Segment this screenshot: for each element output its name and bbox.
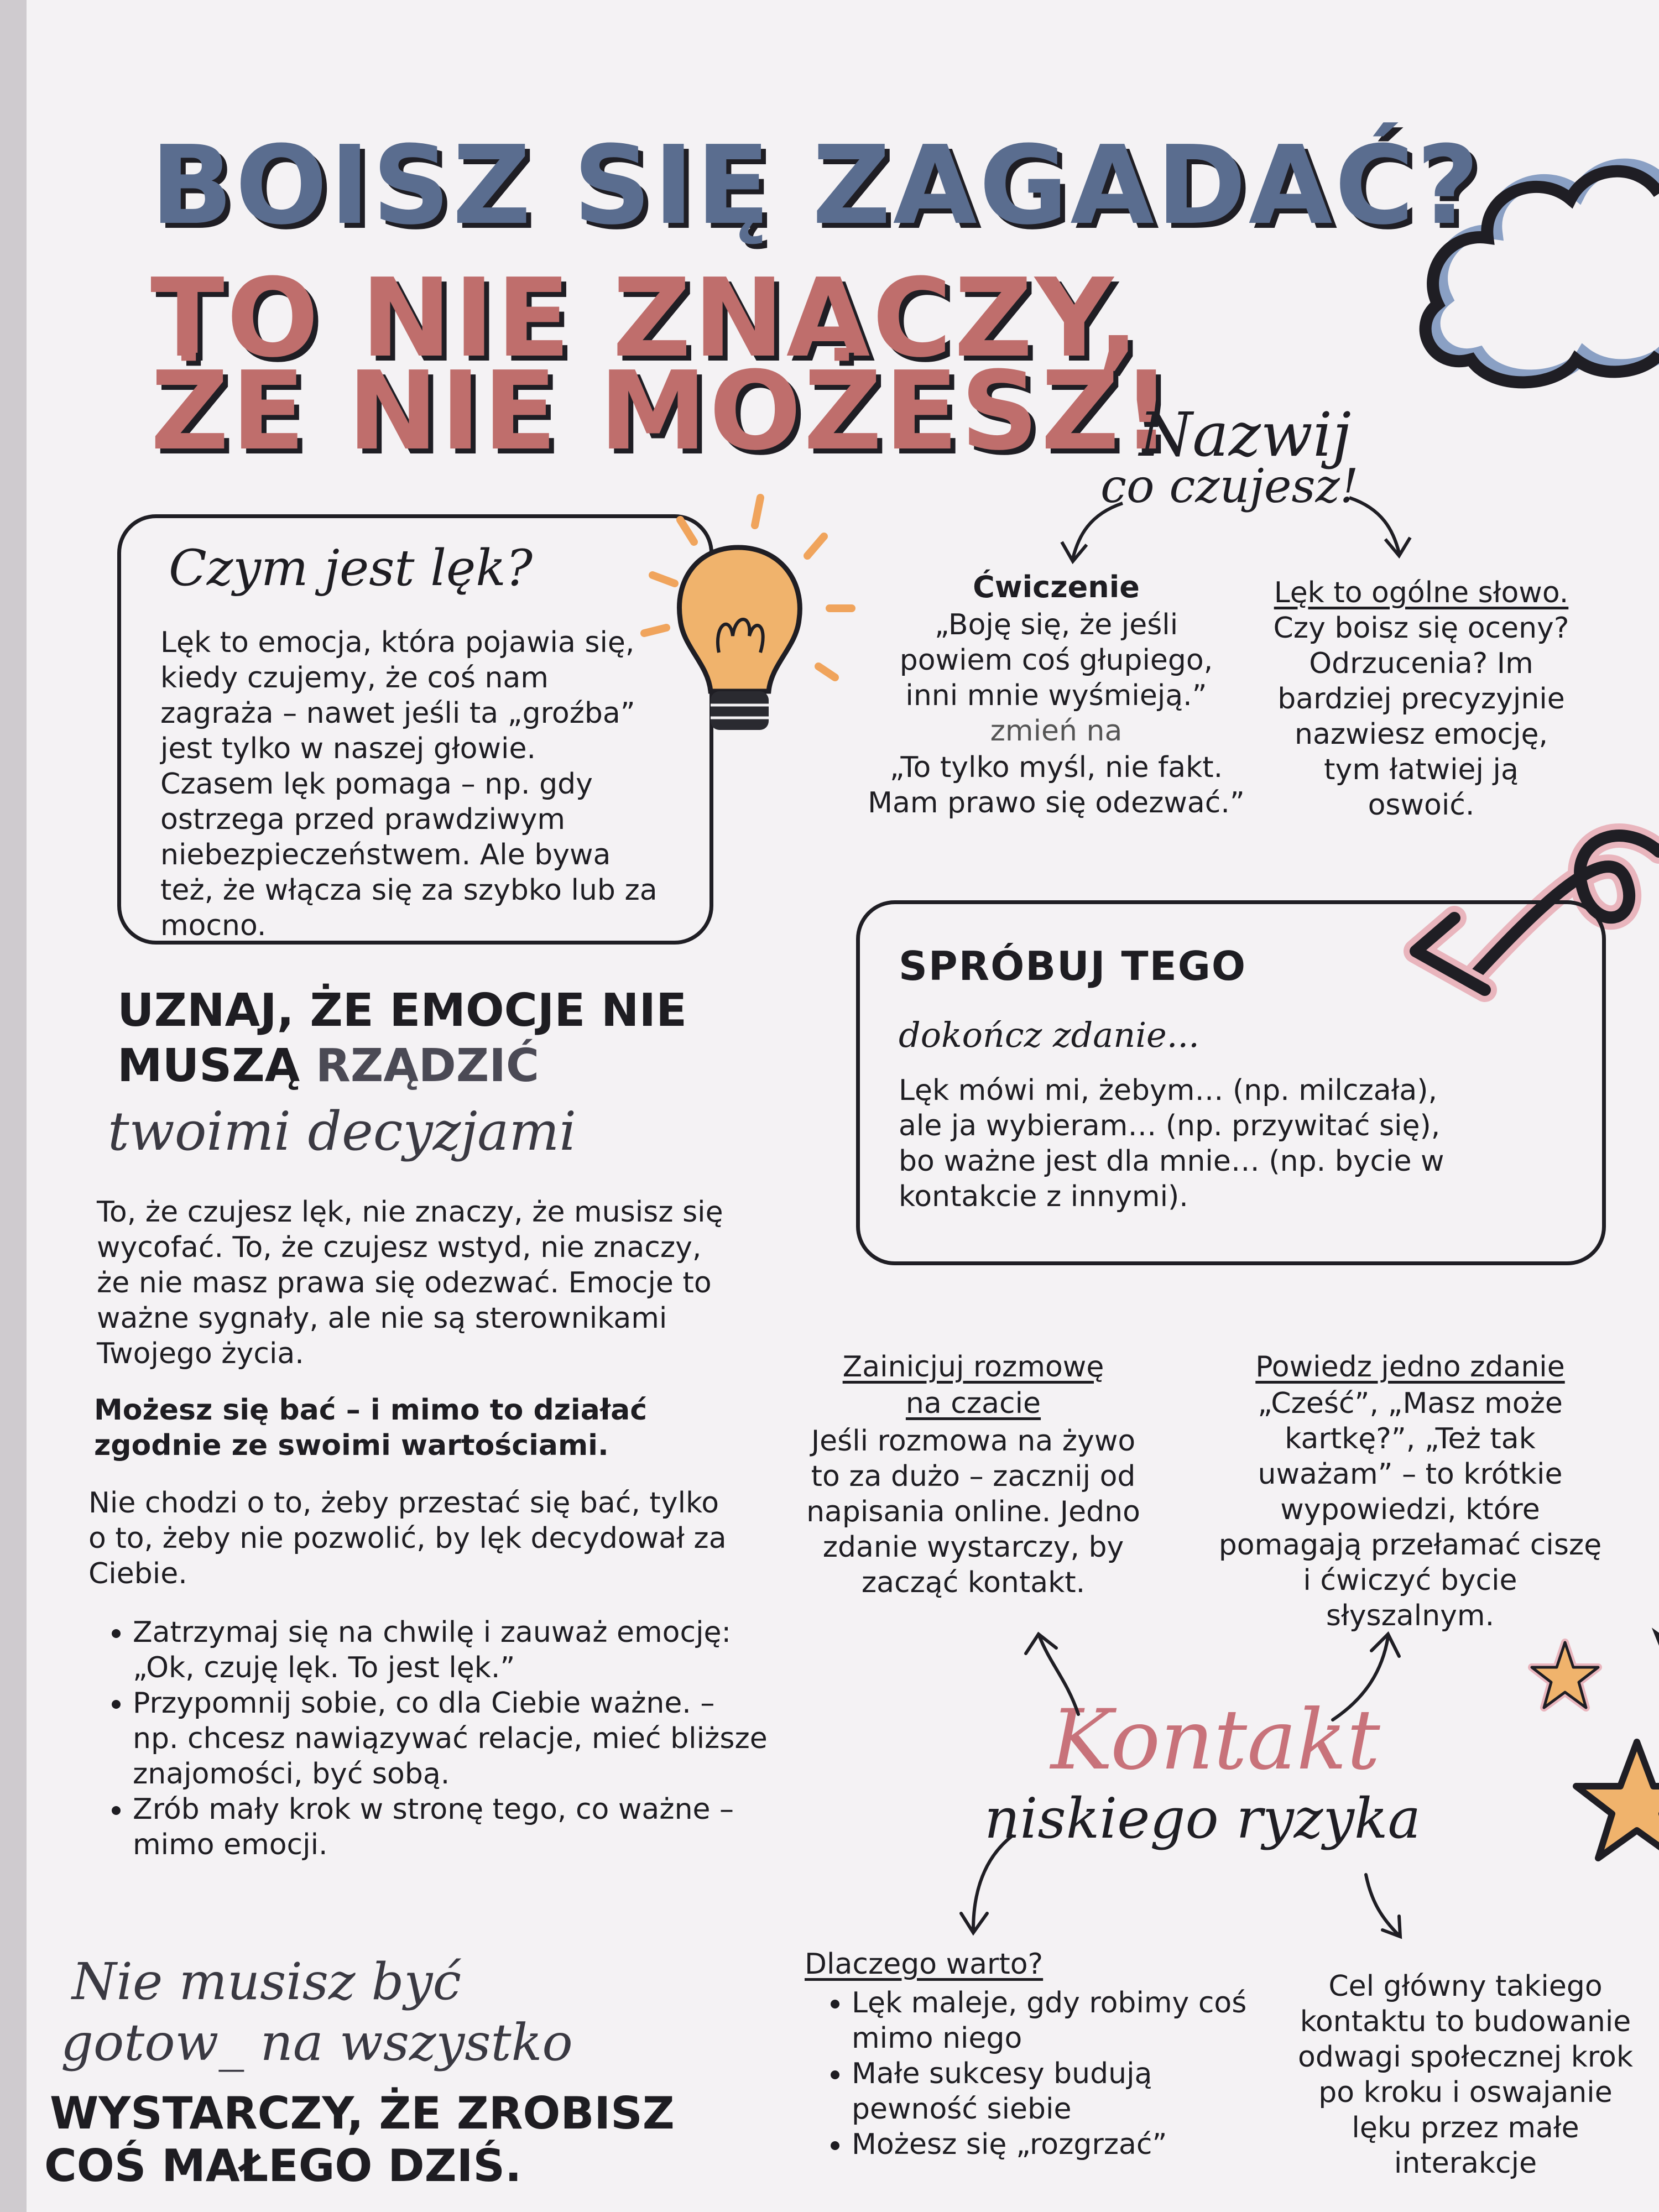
title-line-2: TO NIE ZNACZY, [150, 255, 1141, 382]
list-item: • Lęk maleje, gdy robimy coś mimo niego [852, 1985, 1272, 2056]
paper-edge [0, 0, 27, 2212]
list-item: • Możesz się „rozgrzać” [852, 2127, 1272, 2162]
uznaj-p2: Nie chodzi o to, żeby przestać się bać, tylko o to, żeby nie pozwolić, by lęk decydował za Ciebie. [88, 1486, 727, 1590]
cel-body: Cel główny takiego kontaktu to budowanie odwagi społecznej krok po kroku i oswajanie lęku przez małe interakcje [1298, 1970, 1633, 2180]
cwiczenie-change: zmień na [990, 714, 1123, 748]
gotow-line-1: Nie musisz być [72, 1952, 462, 2011]
zainicjuj-heading-1: Zainicjuj rozmowę [842, 1350, 1104, 1384]
zainicjuj-body: Jeśli rozmowa na żywo to za dużo – zacznij od napisania online. Jedno zdanie wystarczy, by zacząć kontakt. [806, 1425, 1140, 1599]
sprobuj-body: Lęk mówi mi, żebym… (np. milczała), ale ja wybieram… (np. przywitać się), bo ważne jest dla mnie… (np. bycie w kontakcie z innymi). [899, 1074, 1444, 1213]
arrows-kontakt [918, 1615, 1471, 1947]
list-item: • Zrób mały krok w stronę tego, co ważne – mimo emocji. [133, 1792, 769, 1863]
arrows-nazwij [1029, 487, 1438, 570]
czym-body: Lęk to emocja, która pojawia się, kiedy czujemy, że coś nam zagraża – nawet jeśli ta „groźba” jest tylko w naszej głowie. Czasem lęk pomaga – np. gdy ostrzega przed prawdziwym niebezpieczeństwem. Ale bywa też, że włącza się za szybko lub za mocno. [160, 626, 658, 942]
uznaj-script: twoimi decyzjami [108, 1100, 577, 1162]
uznaj-heading-b: MUSZĄ [117, 1040, 300, 1092]
list-item: • Małe sukcesy budują pewność siebie [852, 2056, 1272, 2127]
sprobuj-sub: dokończ zdanie... [899, 1015, 1199, 1055]
powiedz-body: „Cześć”, „Masz może kartkę?”, „Też tak uważam” – to krótkie wypowiedzi, które pomagają przełamać ciszę i ćwiczyć bycie słyszalnym. [1218, 1387, 1602, 1632]
star-icon [1515, 1620, 1659, 1897]
zainicjuj-heading-2: na czacie [905, 1387, 1041, 1420]
cwiczenie-reframe: „To tylko myśl, nie fakt. Mam prawo się odezwać.” [868, 751, 1245, 820]
gotow-line-2: gotow_ na wszystko [61, 2013, 573, 2072]
lek-slowo-body: Czy boisz się oceny? Odrzucenia? Im bardziej precyzyjnie nazwiesz emocję, tym łatwiej ją oswoić. [1273, 612, 1569, 822]
uznaj-bullets [100, 1615, 769, 1863]
list-item: • Zatrzymaj się na chwilę i zauważ emocję: „Ok, czuję lęk. To jest lęk.” [133, 1615, 769, 1686]
title-line-1: BOISZ SIĘ ZAGADAĆ? [150, 123, 1481, 249]
lightbulb-icon [619, 487, 863, 752]
uznaj-heading-row-b [117, 1040, 539, 1092]
nazwij-line-1: Nazwij [1139, 399, 1352, 470]
uznaj-p1: To, że czujesz lęk, nie znaczy, że musisz się wycofać. To, że czujesz wstyd, nie znaczy, że nie masz prawa się odezwać. Emocje to ważne sygnały, ale nie są sterownikami Twojego życia. [97, 1196, 723, 1370]
uznaj-heading-c: RZĄDZIĆ [315, 1040, 540, 1092]
sprobuj-heading: SPRÓBUJ TEGO [899, 943, 1247, 989]
kontakt-line-2: niskiego ryzyka [984, 1786, 1421, 1851]
cloud-icon [1327, 94, 1659, 426]
uznaj-bold: Możesz się bać – i mimo to działać zgodnie ze swoimi wartościami. [94, 1394, 648, 1462]
wystarczy-line-2: COŚ MAŁEGO DZIŚ. [44, 2140, 522, 2192]
lek-slowo-heading: Lęk to ogólne słowo. [1274, 576, 1569, 609]
list-item: • Przypomnij sobie, co dla Ciebie ważne. – np. chcesz nawiązywać relacje, mieć bliższe znajomości, być sobą. [133, 1686, 769, 1792]
dlaczego-bullets [818, 1985, 1272, 2162]
cwiczenie-heading: Ćwiczenie [973, 570, 1140, 604]
uznaj-heading-a: UZNAJ, ŻE EMOCJE NIE [117, 984, 687, 1037]
wystarczy-line-1: WYSTARCZY, ŻE ZROBISZ [50, 2088, 675, 2139]
nazwij-line-2: co czujesz! [1100, 459, 1359, 513]
czym-heading: Czym jest lęk? [169, 539, 533, 597]
kontakt-line-1: Kontakt [1051, 1692, 1380, 1788]
title-line-3: ŻE NIE MOŻESZ! [150, 348, 1173, 474]
cwiczenie-quote: „Boję się, że jeśli powiem coś głupiego, inni mnie wyśmieją.” [899, 608, 1213, 712]
powiedz-heading: Powiedz jedno zdanie [1255, 1350, 1565, 1384]
dlaczego-heading: Dlaczego warto? [805, 1948, 1044, 1981]
